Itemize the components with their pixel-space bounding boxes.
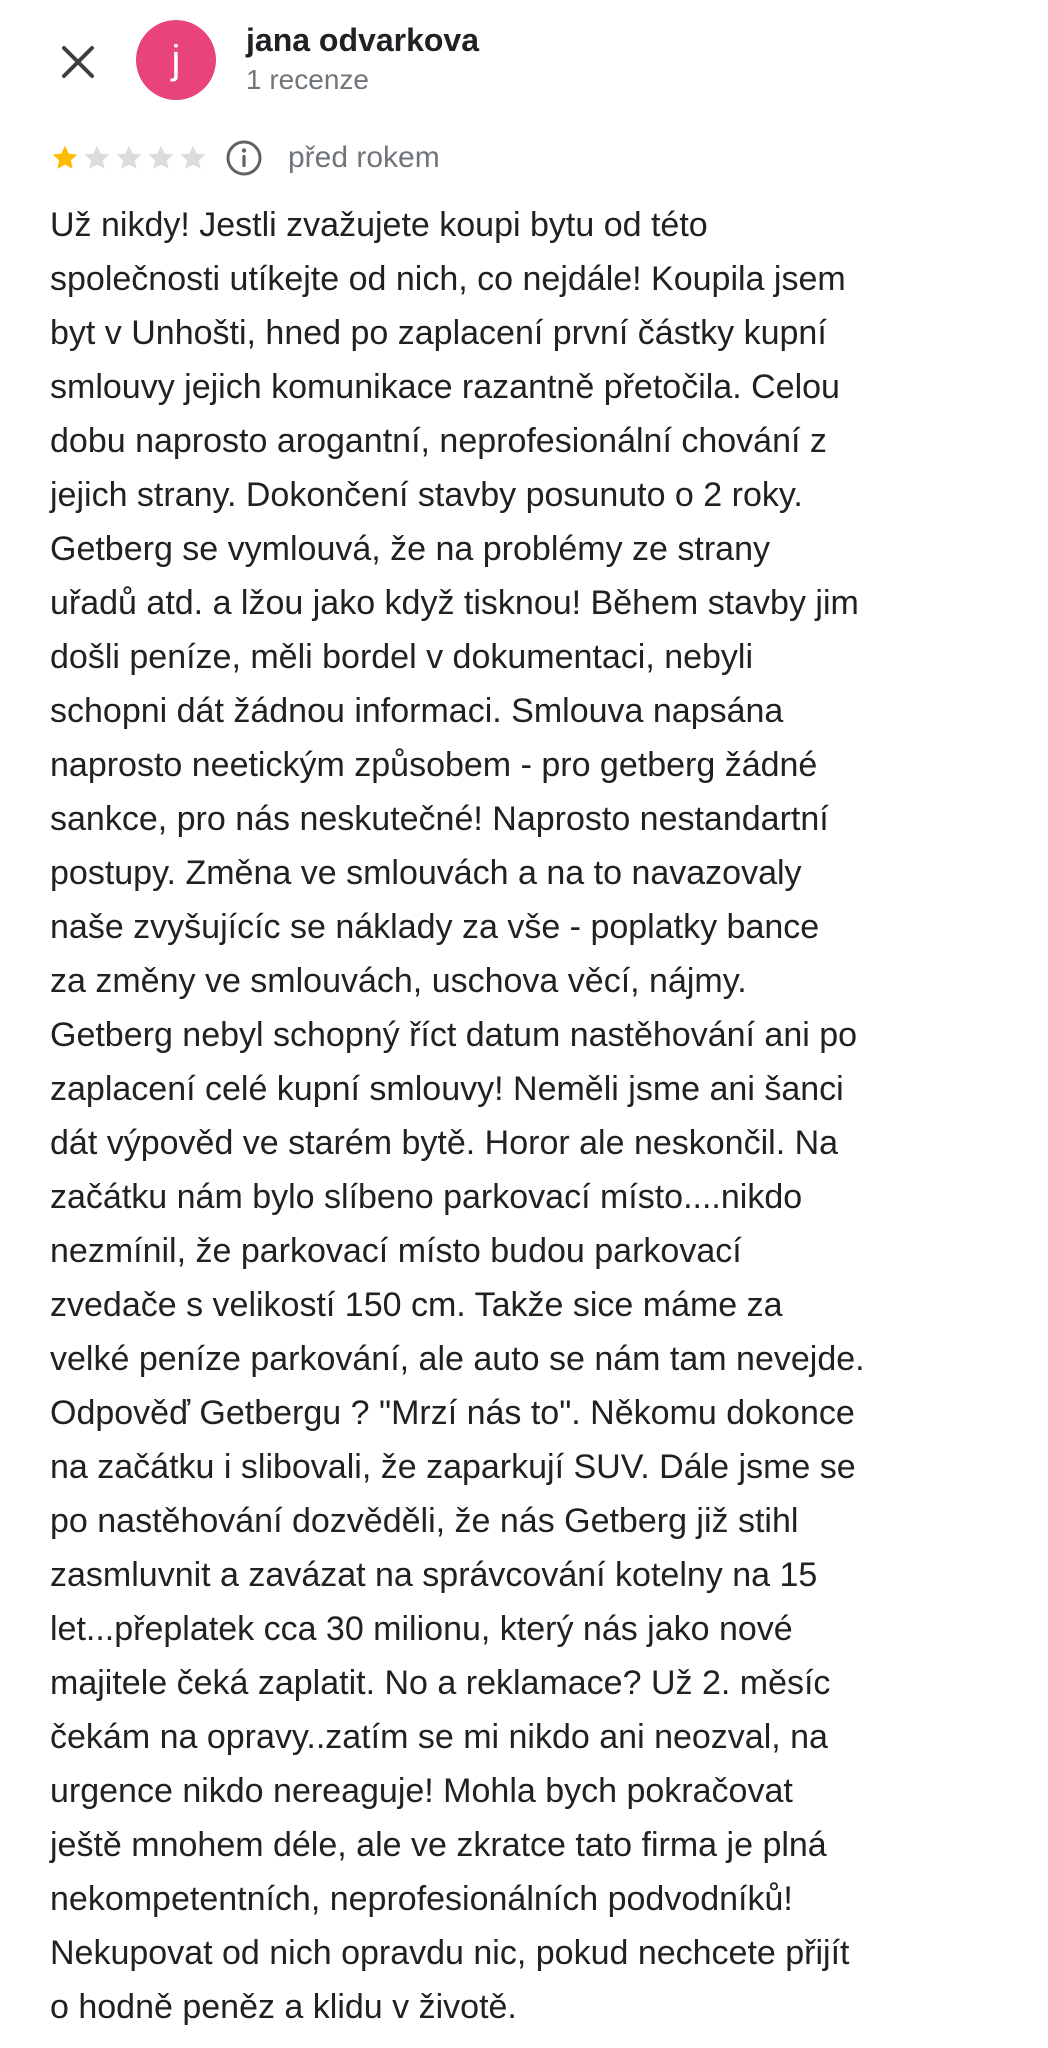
star-empty-icon: [178, 143, 208, 173]
author-name[interactable]: jana odvarkova: [246, 22, 479, 58]
info-button[interactable]: [224, 138, 264, 178]
close-icon[interactable]: [58, 42, 98, 82]
star-rating: [50, 143, 208, 173]
star-empty-icon: [146, 143, 176, 173]
avatar[interactable]: [136, 20, 216, 100]
star-filled-icon: [50, 143, 80, 173]
review-date: před rokem: [288, 141, 440, 174]
review-text: Už nikdy! Jestli zvažujete koupi bytu od této společnosti utíkejte od nich, co nejdále! Koupila jsem byt v Unhošti, hned po zaplacení první částky kupní smlouvy jejich komunikace razantně přetočila. Celou dobu naprosto arogantní, neprofesionální chování z jejich strany. Dokončení stavby posunuto o 2 roky. Getberg se vymlouvá, že na problémy ze strany uřadů atd. a lžou jako když tisknou! Během stavby jim došli peníze, měli bordel v dokumentaci, nebyli schopni dát žádnou informaci. Smlouva napsána naprosto neetickým způsobem - pro getberg žádné sankce, pro nás neskutečné! Naprosto nestandartní postupy. Změna ve smlouvách a na to navazovaly naše zvyšujícíc se náklady za vše - poplatky bance za změny ve smlouvách, uschova věcí, nájmy. Getberg nebyl schopný říct datum nastěhování ani po zaplacení celé kupní smlouvy! Neměli jsme ani šanci dát výpověd ve starém bytě. Horor ale neskončil. Na začátku nám bylo slíbeno parkovací místo....nikdo nezmínil, že parkovací místo budou parkovací zvedače s velikostí 150 cm. Takže sice máme za velké peníze parkování, ale auto se nám tam nevejde. Odpověď Getbergu ? "Mrzí nás to". Někomu dokonce na začátku i slibovali, že zaparkují SUV. Dále jsme se po nastěhování dozvěděli, že nás Getberg již stihl zasmluvnit a zavázat na správcování kotelny na 15 let...přeplatek cca 30 milionu, který nás jako nové majitele čeká zaplatit. No a reklamace? Už 2. měsíc čekám na opravy..zatím se mi nikdo ani neozval, na urgence nikdo nereaguje! Mohla bych pokračovat ještě mnohem déle, ale ve zkratce tato firma je plná nekompetentních, neprofesionálních podvodníků! Nekupovat od nich opravdu nic, pokud nechcete přijít o hodně peněz a klidu v životě.: [50, 206, 865, 2026]
star-empty-icon: [82, 143, 112, 173]
close-button[interactable]: [52, 36, 104, 88]
info-icon[interactable]: [225, 139, 263, 177]
rating-row: [50, 136, 440, 180]
avatar-letter: j: [171, 37, 181, 82]
author-review-count[interactable]: 1 recenze: [246, 64, 369, 95]
review-header: [0, 0, 1048, 120]
star-empty-icon: [114, 143, 144, 173]
